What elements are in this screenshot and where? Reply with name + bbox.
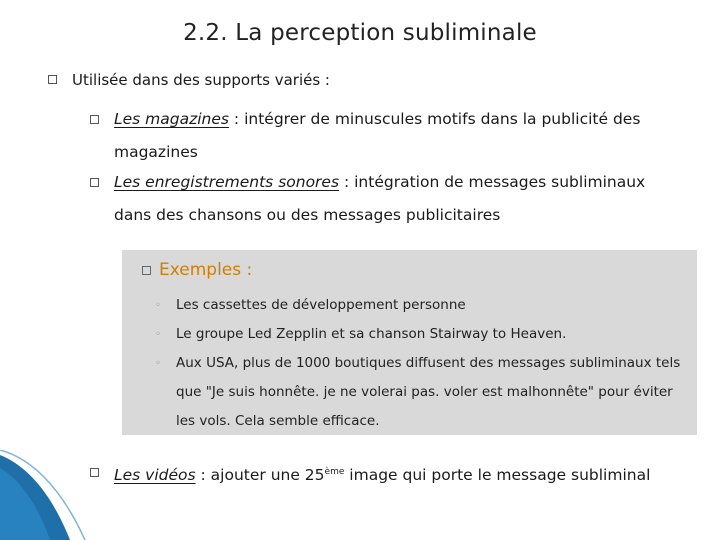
item-text: : intégrer de minuscules motifs dans la publicité des — [229, 110, 641, 128]
sub-item-videos — [90, 460, 650, 487]
hollow-square-bullet-icon — [48, 75, 57, 84]
term-videos: Les vidéos — [114, 466, 196, 484]
hollow-square-bullet-icon — [90, 468, 99, 477]
small-dot-icon: ◦ — [155, 329, 161, 340]
term-magazines: Les magazines — [114, 110, 229, 128]
term-sound-recordings: Les enregistrements sonores — [114, 173, 340, 191]
example-text: Les cassettes de développement personne — [176, 297, 466, 313]
hollow-square-bullet-icon — [90, 178, 99, 187]
item-continuation: dans des chansons ou des messages publicitaires — [114, 206, 501, 224]
hollow-square-bullet-icon — [90, 115, 99, 124]
ordinal-superscript: ème — [324, 467, 345, 477]
corner-wave-decoration — [0, 450, 90, 540]
sub-item-sound-recordings — [90, 166, 675, 232]
examples-box — [122, 250, 697, 435]
hollow-square-bullet-icon — [142, 266, 151, 275]
example-item — [155, 291, 688, 320]
intro-item — [52, 70, 330, 90]
item-text: image qui porte le message subliminal — [344, 466, 651, 484]
example-item — [155, 320, 688, 349]
example-text: Aux USA, plus de 1000 boutiques diffusent des messages subliminaux tels que "Je suis honnête. je ne volerai pas. voler est malhonnête" pour éviter les vols. Cela semble efficace. — [176, 355, 681, 429]
item-text: : intégration de messages subliminaux — [339, 173, 646, 191]
small-dot-icon: ◦ — [155, 358, 161, 369]
example-item — [155, 349, 688, 436]
item-text: : ajouter une 25 — [195, 466, 325, 484]
slide-title: 2.2. La perception subliminale — [183, 20, 537, 46]
small-dot-icon: ◦ — [155, 300, 161, 311]
intro-text: Utilisée dans des supports variés : — [72, 71, 330, 89]
example-text: Le groupe Led Zepplin et sa chanson Stairway to Heaven. — [176, 326, 567, 342]
examples-heading — [142, 260, 252, 280]
examples-heading-text: Exemples : — [159, 260, 253, 280]
sub-item-magazines — [90, 103, 675, 169]
item-continuation: magazines — [114, 143, 198, 161]
